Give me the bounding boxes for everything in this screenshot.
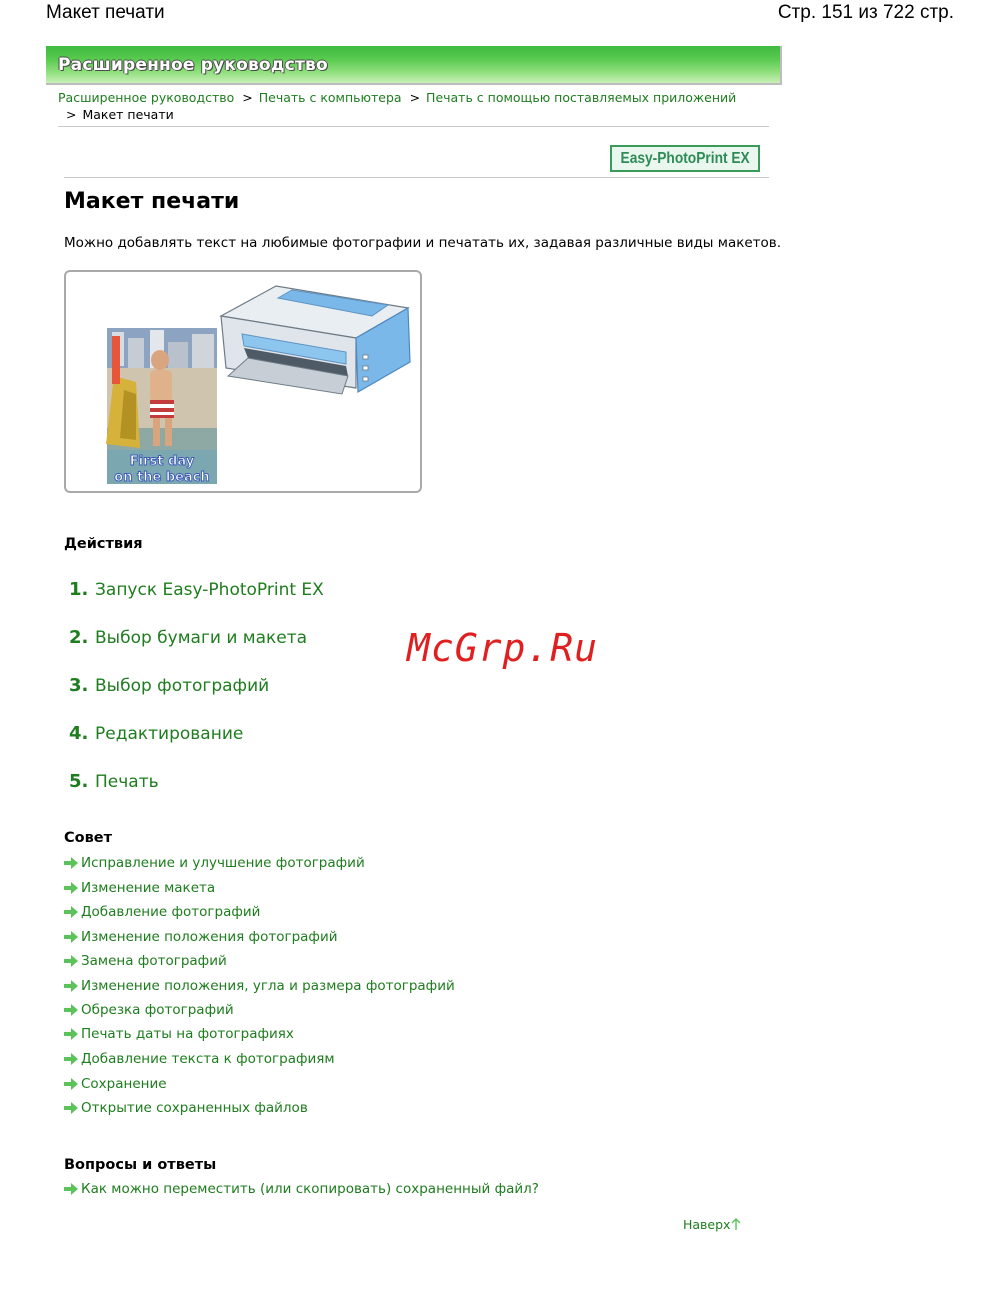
green-arrow-icon xyxy=(63,1004,79,1016)
photo-and-printer-image xyxy=(66,272,420,491)
breadcrumb-separator: > xyxy=(66,107,77,122)
tip-link[interactable] xyxy=(63,929,338,945)
intro-text: Можно добавлять текст на любимые фотографии и печатать их, задавая различные виды макетов. xyxy=(64,235,782,251)
step-item-select-photos[interactable] xyxy=(69,675,269,696)
step-item-print[interactable] xyxy=(69,771,159,792)
back-to-top-label[interactable]: Наверх xyxy=(683,1217,731,1232)
step-number: 1. xyxy=(69,579,89,600)
step-link-launch[interactable]: Запуск Easy-PhotoPrint EX xyxy=(95,580,324,600)
breadcrumb-link-advanced-guide[interactable]: Расширенное руководство xyxy=(58,90,235,105)
breadcrumb-divider xyxy=(58,126,769,127)
green-arrow-icon xyxy=(63,857,79,869)
faq-link-label[interactable]: Как можно переместить (или скопировать) сохраненный файл? xyxy=(81,1181,539,1197)
step-item-launch[interactable] xyxy=(69,579,324,600)
tip-link[interactable] xyxy=(63,904,260,920)
tip-link-label[interactable]: Обрезка фотографий xyxy=(81,1002,234,1018)
step-item-edit[interactable] xyxy=(69,723,243,744)
step-item-paper-layout[interactable] xyxy=(69,627,307,648)
page-title: Макет печати xyxy=(64,189,240,214)
green-arrow-icon xyxy=(63,955,79,967)
tip-link[interactable] xyxy=(63,1100,308,1116)
tip-link-label[interactable]: Открытие сохраненных файлов xyxy=(81,1100,308,1116)
tip-link[interactable] xyxy=(63,1002,234,1018)
tip-link-label[interactable]: Сохранение xyxy=(81,1076,167,1092)
tip-link[interactable] xyxy=(63,978,455,994)
tip-link[interactable] xyxy=(63,880,215,896)
tip-link-label[interactable]: Изменение макета xyxy=(81,880,216,896)
tip-link-label[interactable]: Изменение положения фотографий xyxy=(81,929,338,945)
beach-photo xyxy=(106,328,217,485)
back-to-top-link[interactable] xyxy=(683,1217,741,1232)
tip-link-label[interactable]: Изменение положения, угла и размера фотографий xyxy=(81,978,455,994)
green-arrow-icon xyxy=(63,1053,79,1065)
step-link-edit[interactable]: Редактирование xyxy=(95,724,244,744)
tips-heading: Совет xyxy=(64,830,113,846)
step-link-paper-layout[interactable]: Выбор бумаги и макета xyxy=(95,628,308,648)
layout-print-illustration xyxy=(64,270,422,493)
up-arrow-icon xyxy=(731,1218,741,1231)
guide-banner xyxy=(46,46,782,85)
photo-caption-line1: First day xyxy=(129,454,195,469)
green-arrow-icon xyxy=(63,931,79,943)
printer-icon xyxy=(221,286,410,394)
breadcrumb-link-print-from-computer[interactable]: Печать с компьютера xyxy=(258,90,402,105)
page-number-info: Стр. 151 из 722 стр. xyxy=(777,2,954,23)
green-arrow-icon xyxy=(63,906,79,918)
step-link-select-photos[interactable]: Выбор фотографий xyxy=(95,676,270,696)
breadcrumb-current: Макет печати xyxy=(82,107,174,122)
step-number: 5. xyxy=(69,771,89,792)
title-divider xyxy=(64,177,769,178)
product-badge-label: Easy-PhotoPrint EX xyxy=(620,149,750,167)
breadcrumb-separator: > xyxy=(409,90,421,105)
green-arrow-icon xyxy=(63,980,79,992)
product-badge xyxy=(610,145,760,172)
faq-heading: Вопросы и ответы xyxy=(64,1157,217,1173)
tip-link-label[interactable]: Добавление текста к фотографиям xyxy=(81,1051,335,1067)
faq-link[interactable] xyxy=(63,1181,539,1197)
green-arrow-icon xyxy=(63,1183,79,1195)
step-link-print[interactable]: Печать xyxy=(95,772,159,792)
green-arrow-icon xyxy=(63,1078,79,1090)
breadcrumb xyxy=(58,89,758,123)
page-header-title: Макет печати xyxy=(46,2,165,23)
tip-link-label[interactable]: Исправление и улучшение фотографий xyxy=(81,855,365,871)
tip-link[interactable] xyxy=(63,1026,294,1042)
step-number: 2. xyxy=(69,627,89,648)
breadcrumb-link-bundled-apps[interactable]: Печать с помощью поставляемых приложений xyxy=(426,90,737,105)
tip-link[interactable] xyxy=(63,1076,167,1092)
step-number: 3. xyxy=(69,675,89,696)
tip-link-label[interactable]: Замена фотографий xyxy=(81,953,227,969)
tip-link[interactable] xyxy=(63,1051,335,1067)
banner-title: Расширенное руководство xyxy=(58,55,328,75)
green-arrow-icon xyxy=(63,1028,79,1040)
tip-link-label[interactable]: Добавление фотографий xyxy=(81,904,261,920)
photo-caption-line2: on the beach xyxy=(114,470,210,485)
steps-heading: Действия xyxy=(64,536,143,552)
step-number: 4. xyxy=(69,723,89,744)
green-arrow-icon xyxy=(63,1102,79,1114)
tip-link-label[interactable]: Печать даты на фотографиях xyxy=(81,1026,294,1042)
breadcrumb-separator: > xyxy=(242,90,253,105)
tip-link[interactable] xyxy=(63,855,365,871)
green-arrow-icon xyxy=(63,882,79,894)
watermark: McGrp.Ru xyxy=(407,626,599,670)
tip-link[interactable] xyxy=(63,953,227,969)
